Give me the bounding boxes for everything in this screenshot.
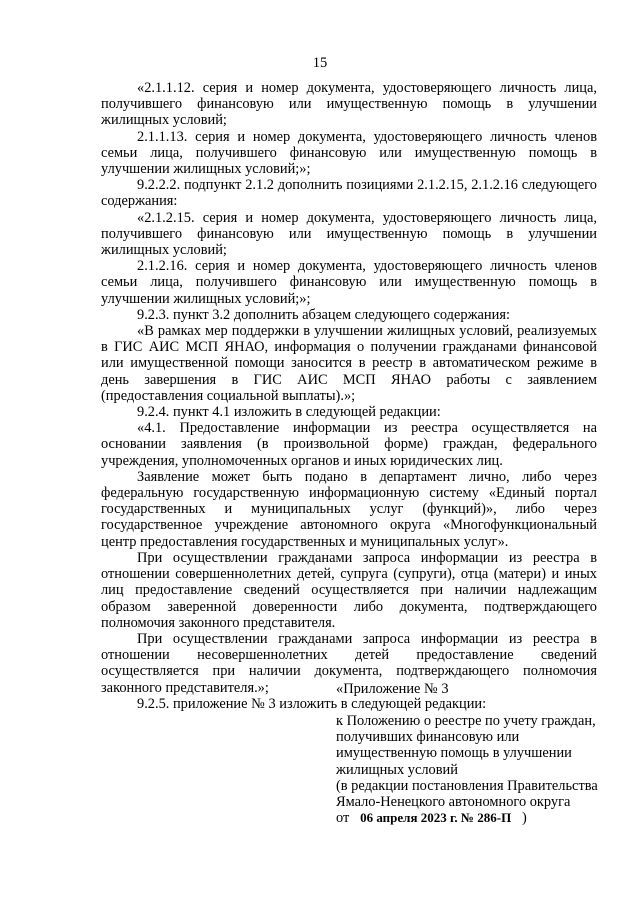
paragraph: 9.2.2.2. подпункт 2.1.2 дополнить позициями 2.1.2.15, 2.1.2.16 следующего содержания: [101, 177, 597, 210]
paragraph: 2.1.1.13. серия и номер документа, удостоверяющего личность членов семьи лица, получившего финансовую или имущественную помощь в улучшении жилищных условий;»; [101, 128, 597, 178]
paragraph: «2.1.1.12. серия и номер документа, удостоверяющего личность лица, получившего финансовую или имущественную помощь в улучшении жилищных условий; [101, 80, 597, 129]
appendix-ref-line: (в редакции постановления Правительства [336, 777, 598, 794]
paragraph: «В рамках мер поддержки в улучшении жилищных условий, реализуемых в ГИС АИС МСП ЯНАО, информация о получении гражданами финансовой или имущественной помощи заносится в реестр в автоматическом режиме в день завершения в ГИС АИС МСП ЯНАО работы с заявлением (предоставления социальной выплаты).»; [101, 323, 597, 404]
appendix-title: «Приложение № 3 [336, 681, 449, 697]
paragraph: 2.1.2.16. серия и номер документа, удостоверяющего личность членов семьи лица, получившего финансовую или имущественную помощь в улучшении жилищных условий;»; [101, 258, 597, 307]
decree-date-number: 06 апреля 2023 г. № 286-П [360, 810, 512, 826]
appendix-ref-line: имущественную помощь в улучшении [336, 745, 572, 762]
appendix-reference [336, 713, 636, 826]
paragraph: «4.1. Предоставление информации из реестра осуществляется на основании заявления (в произвольной форме) граждан, федерального учреждения, уполномоченных органов и иных юридических лиц. [101, 420, 597, 469]
closing-paren: ) [521, 810, 527, 827]
document-body [101, 80, 597, 712]
appendix-ref-line: к Положению о реестре по учету граждан, [336, 713, 596, 729]
paragraph: 9.2.5. приложение № 3 изложить в следующей редакции: [137, 695, 487, 712]
paragraph: «2.1.2.15. серия и номер документа, удостоверяющего личность лица, получившего финансовую или имущественную помощь в улучшении жилищных условий; [101, 209, 597, 259]
appendix-ref-line: получивших финансовую или [336, 729, 520, 746]
paragraph: При осуществлении гражданами запроса информации из реестра в отношении совершеннолетних детей, супруга (супруги), отца (матери) и иных лиц предоставление сведений осуществляется при наличии надлежащим образом заверенной доверенности либо документа, подтверждающего полномочия законного представителя. [101, 549, 597, 631]
paragraph: Заявление может быть подано в департамент лично, либо через федеральную государственную информационную систему «Единый портал государственных и муниципальных услуг (функций)», либо через государственное учреждение автономного округа «Многофункциональный центр предоставления государственных и муниципальных услуг». [101, 468, 597, 550]
appendix-date-line [336, 810, 636, 826]
from-prefix: от [336, 810, 350, 827]
paragraph: При осуществлении гражданами запроса информации из реестра в отношении несовершеннолетних детей предоставление сведений осуществляется при наличии документа, подтверждающего полномочия законного представителя.»; [101, 630, 597, 696]
paragraph: 9.2.4. пункт 4.1 изложить в следующей редакции: [137, 404, 441, 421]
page-number: 15 [312, 55, 328, 71]
appendix-ref-line: жилищных условий [336, 761, 458, 778]
appendix-ref-line: Ямало-Ненецкого автономного округа [336, 794, 571, 811]
paragraph: 9.2.3. пункт 3.2 дополнить абзацем следующего содержания: [137, 306, 510, 323]
